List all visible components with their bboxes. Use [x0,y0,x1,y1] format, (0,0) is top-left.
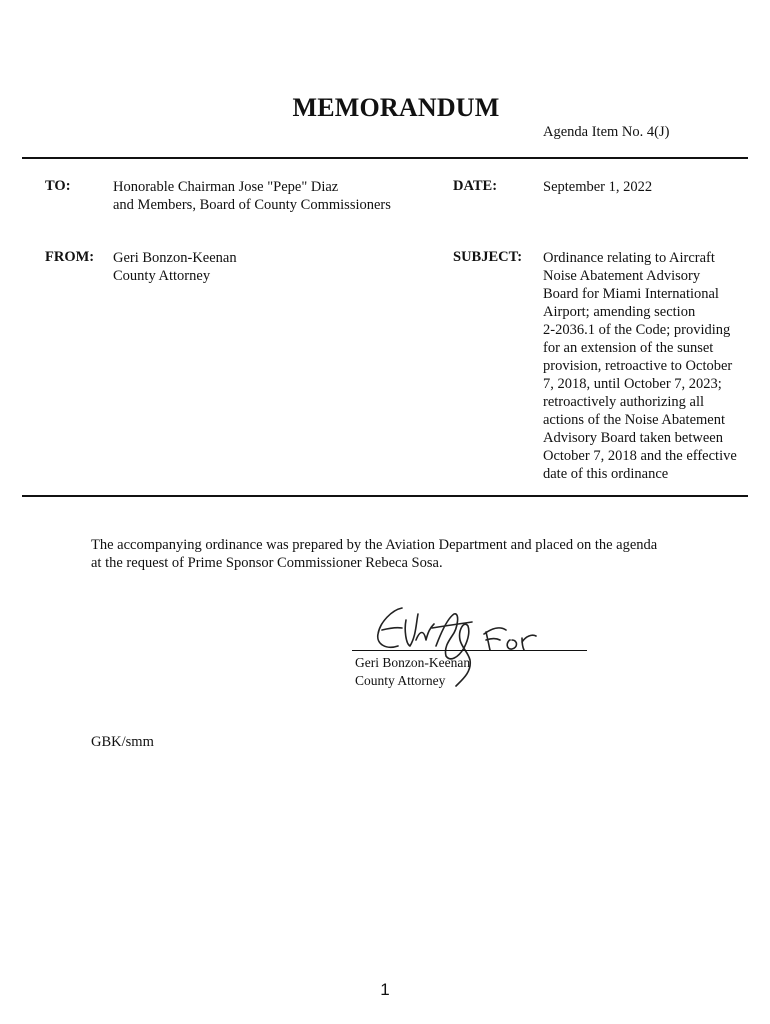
subject-text [543,249,737,483]
top-divider [22,157,748,159]
from-line: County Attorney [113,268,211,284]
subject-line: date of this ordinance [543,466,669,482]
subject-line: actions of the Noise Abatement [543,412,726,428]
bottom-divider [22,495,748,497]
to-line: and Members, Board of County Commissioners [113,197,391,213]
memo-title: MEMORANDUM [292,93,500,122]
from-sender [113,249,237,285]
subject-line: 2-2036.1 of the Code; providing [543,322,731,338]
subject-line: Noise Abatement Advisory [543,268,701,284]
to-line: Honorable Chairman Jose "Pepe" Diaz [113,179,339,195]
subject-label: SUBJECT: [453,249,523,265]
date-label: DATE: [453,178,498,194]
agenda-item-number: Agenda Item No. 4(J) [543,124,670,140]
signature-block [355,654,470,690]
to-label: TO: [45,178,71,194]
subject-line: Board for Miami International [543,286,719,302]
signer-name: Geri Bonzon-Keenan [355,655,471,670]
signature-line [352,650,587,651]
typist-initials: GBK/smm [91,734,154,750]
body-line: at the request of Prime Sponsor Commissioner Rebeca Sosa. [91,555,443,571]
subject-line: Advisory Board taken between [543,430,723,446]
subject-line: for an extension of the sunset [543,340,714,356]
subject-line: 7, 2018, until October 7, 2023; [543,376,722,392]
subject-line: Ordinance relating to Aircraft [543,250,715,266]
subject-line: Airport; amending section [543,304,696,320]
page-number: 1 [380,980,390,999]
memo-body [91,536,657,572]
to-recipient [113,178,391,214]
subject-line: October 7, 2018 and the effective [543,448,737,464]
subject-line: retroactively authorizing all [543,394,705,410]
subject-line: provision, retroactive to October [543,358,733,374]
signer-title: County Attorney [355,673,446,688]
date-value: September 1, 2022 [543,179,653,195]
from-label: FROM: [45,249,95,265]
from-line: Geri Bonzon-Keenan [113,250,237,266]
body-line: The accompanying ordinance was prepared by the Aviation Department and placed on the agenda [91,537,658,553]
